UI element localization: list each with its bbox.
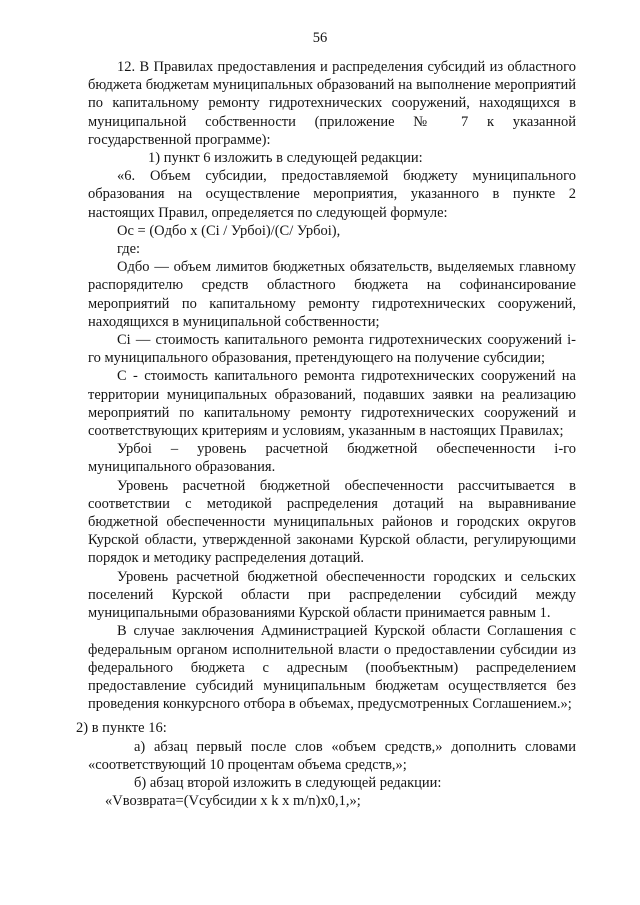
- paragraph-where: где:: [117, 241, 141, 258]
- paragraph-sub-2: 2) в пункте 16:: [76, 720, 167, 737]
- paragraph-def-urboi: Урбoi – уровень расчетной бюджетной обеспеченности i-го муниципального образования.: [88, 441, 576, 476]
- paragraph-formula-2: «Vвозврата=(Vсубсидии x k x m/n)x0,1,»;: [105, 793, 361, 810]
- paragraph-item-12: 12. В Правилах предоставления и распределения субсидий из областного бюджета бюджетам муниципальных образований на выполнение мероприятий по капитальному ремонту гидротехнических сооружений, находящихся в муниципальной собственности (приложение № 7 к указанной государственной программе):: [88, 59, 576, 148]
- paragraph-level-2: Уровень расчетной бюджетной обеспеченности городских и сельских поселений Курской области при распределении субсидий между муниципальными образованиями Курской области принимается равным 1.: [88, 568, 576, 622]
- paragraph-level-1: Уровень расчетной бюджетной обеспеченности рассчитывается в соответствии с методикой распределения дотаций на выравнивание бюджетной обеспеченности муниципальных районов и городских округов Курской области, утвержденной законами Курской области, регулирующими порядок и методику распределения дотаций.: [88, 477, 576, 567]
- paragraph-def-c: С - стоимость капитального ремонта гидротехнических сооружений на территории муниципальных образований, подавших заявки на реализацию мероприятий по капитальному ремонту гидротехнических сооружений и соответствующих критериям и условиям, указанным в настоящих Правилах;: [88, 368, 576, 440]
- paragraph-sub-1: 1) пункт 6 изложить в следующей редакции:: [148, 150, 423, 167]
- paragraph-point-6: «6. Объем субсидии, предоставляемой бюджету муниципального образования на осуществление мероприятия, указанного в пункте 2 настоящих Правил, определяется по следующей формуле:: [88, 168, 576, 221]
- paragraph-sub-2b: б) абзац второй изложить в следующей редакции:: [134, 774, 442, 791]
- paragraph-formula-1: Ос = (Oдбо x (Ci / Урбoi)/(C/ Урбoi),: [117, 222, 341, 239]
- paragraph-federal: В случае заключения Администрацией Курской области Соглашения с федеральным органом исполнительной власти о предоставлении субсидии из федерального бюджета с адресным (пообъектным) распределением предоставление субсидий муниципальным бюджетам осуществляется без проведения конкурсного отбора в объемах, предусмотренных Соглашением.»;: [88, 623, 576, 713]
- paragraph-sub-2a: а) абзац первый после слов «объем средств,» дополнить словами «соответствующий 10 процентам объема средств,»;: [88, 738, 576, 773]
- page-number: 56: [312, 30, 328, 46]
- paragraph-def-odbo: Oдбо — объем лимитов бюджетных обязательств, выделяемых главному распорядителю средств областного бюджета на софинансирование мероприятий по капитальному ремонту гидротехнических сооружений, находящихся в муниципальной собственности;: [88, 259, 576, 330]
- paragraph-def-ci: Ci — стоимость капитального ремонта гидротехнических сооружений i-го муниципального образования, претендующего на получение субсидии;: [88, 332, 576, 367]
- document-body: [76, 58, 576, 810]
